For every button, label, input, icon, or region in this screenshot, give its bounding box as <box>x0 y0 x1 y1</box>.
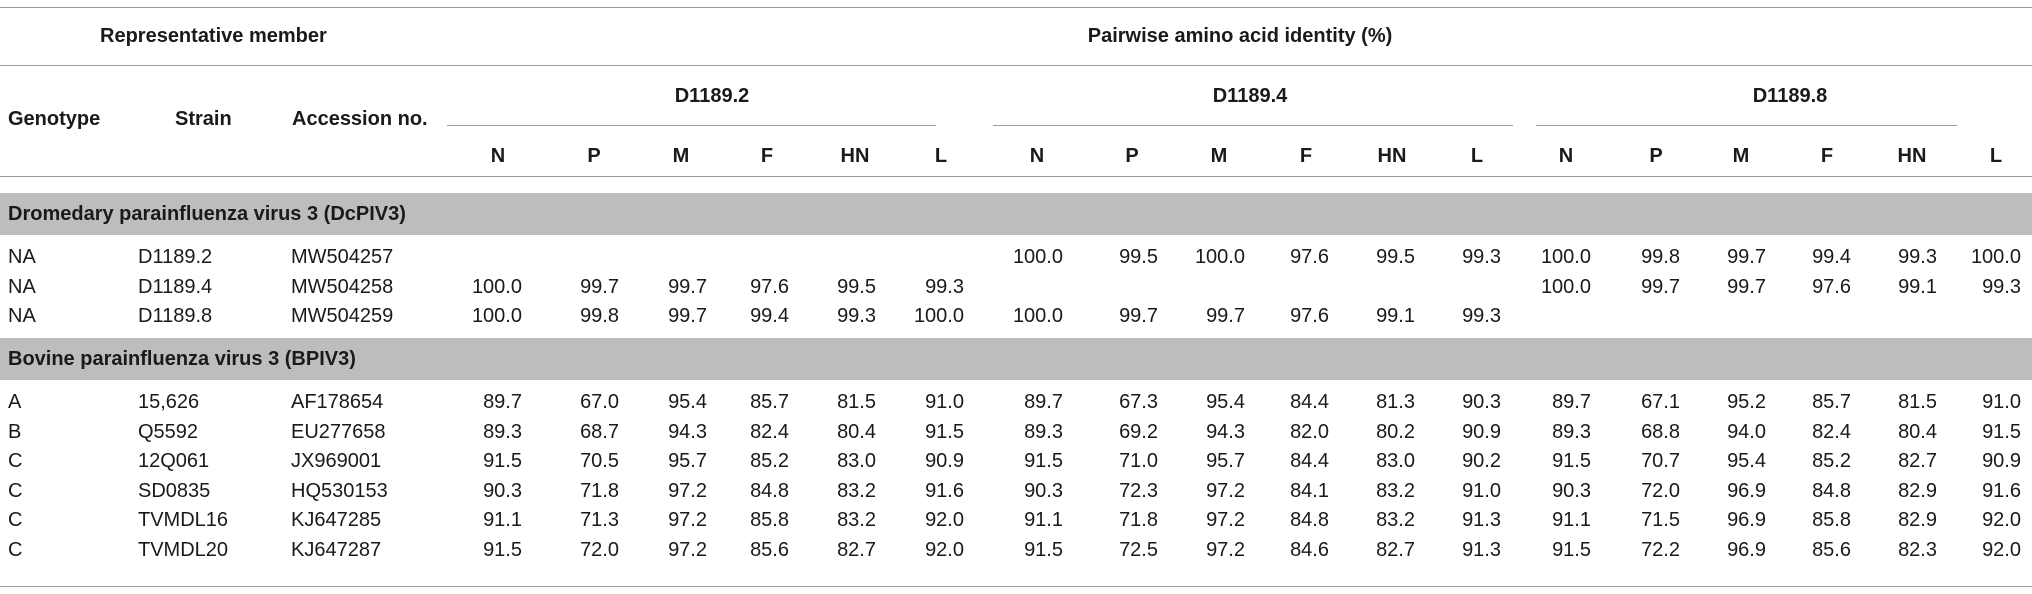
strain-cell: D1189.4 <box>138 276 213 298</box>
table-bottom-rule <box>0 586 2032 587</box>
identity-value: 91.5 <box>483 539 522 561</box>
group-rule-d1189-8 <box>1536 125 1957 126</box>
identity-value: 94.3 <box>1206 421 1245 443</box>
identity-value: 99.8 <box>580 305 619 327</box>
identity-value: 91.0 <box>1982 391 2021 413</box>
identity-value: 99.5 <box>1376 246 1415 268</box>
group-header-d1189-4: D1189.4 <box>1212 85 1288 107</box>
accession-cell: KJ647285 <box>291 509 382 531</box>
identity-value: 91.5 <box>1552 539 1591 561</box>
identity-value: 100.0 <box>1194 246 1245 268</box>
identity-value: 99.7 <box>580 276 619 298</box>
identity-value: 100.0 <box>1970 246 2021 268</box>
identity-value: 71.3 <box>580 509 619 531</box>
identity-value: 84.8 <box>750 480 789 502</box>
strain-cell: 12Q061 <box>138 450 210 472</box>
identity-value: 95.2 <box>1727 391 1766 413</box>
identity-value: 97.2 <box>1206 539 1245 561</box>
identity-value: 89.7 <box>1024 391 1063 413</box>
identity-value: 99.7 <box>1206 305 1245 327</box>
gene-header: M <box>1210 145 1228 167</box>
identity-value: 99.3 <box>1462 305 1501 327</box>
identity-value: 96.9 <box>1727 480 1766 502</box>
identity-value: 82.4 <box>750 421 789 443</box>
identity-value: 91.5 <box>1024 450 1063 472</box>
accession-cell: JX969001 <box>291 450 382 472</box>
identity-value: 97.2 <box>668 509 707 531</box>
identity-value: 100.0 <box>1012 305 1063 327</box>
genotype-cell: NA <box>8 305 36 327</box>
identity-value: 81.5 <box>1898 391 1937 413</box>
group-rule-d1189-2 <box>447 125 936 126</box>
identity-value: 85.6 <box>750 539 789 561</box>
strain-cell: Q5592 <box>138 421 199 443</box>
strain-cell: D1189.2 <box>138 246 213 268</box>
identity-value: 90.3 <box>1024 480 1063 502</box>
gene-header: HN <box>1377 145 1407 167</box>
identity-value: 91.1 <box>1552 509 1591 531</box>
identity-value: 95.4 <box>1206 391 1245 413</box>
strain-cell: 15,626 <box>138 391 200 413</box>
identity-value: 100.0 <box>471 276 522 298</box>
identity-value: 81.3 <box>1376 391 1415 413</box>
strain-header: Strain <box>175 108 232 130</box>
identity-value: 100.0 <box>1540 246 1591 268</box>
identity-value: 84.8 <box>1812 480 1851 502</box>
genotype-cell: NA <box>8 276 36 298</box>
identity-value: 72.2 <box>1641 539 1680 561</box>
accession-cell: MW504258 <box>291 276 394 298</box>
identity-value: 99.1 <box>1376 305 1415 327</box>
identity-value: 97.2 <box>1206 480 1245 502</box>
identity-value: 91.3 <box>1462 539 1501 561</box>
identity-value: 100.0 <box>1012 246 1063 268</box>
identity-value: 84.1 <box>1290 480 1329 502</box>
gene-header: N <box>1558 145 1574 167</box>
identity-value: 72.5 <box>1119 539 1158 561</box>
identity-value: 91.0 <box>925 391 964 413</box>
accession-cell: HQ530153 <box>291 480 388 502</box>
identity-value: 92.0 <box>1982 509 2021 531</box>
identity-value: 84.6 <box>1290 539 1329 561</box>
gene-header: F <box>1299 145 1313 167</box>
identity-value: 89.3 <box>483 421 522 443</box>
identity-value: 91.5 <box>1552 450 1591 472</box>
identity-value: 99.8 <box>1641 246 1680 268</box>
identity-value: 82.7 <box>1376 539 1415 561</box>
identity-value: 95.7 <box>668 450 707 472</box>
identity-value: 84.4 <box>1290 391 1329 413</box>
group-rule-d1189-4 <box>993 125 1513 126</box>
gene-header: P <box>587 145 601 167</box>
strain-cell: SD0835 <box>138 480 211 502</box>
identity-value: 92.0 <box>1982 539 2021 561</box>
identity-value: 99.4 <box>750 305 789 327</box>
identity-value: 83.0 <box>837 450 876 472</box>
identity-value: 71.5 <box>1641 509 1680 531</box>
identity-value: 83.2 <box>837 480 876 502</box>
identity-value: 91.6 <box>925 480 964 502</box>
identity-value: 68.7 <box>580 421 619 443</box>
identity-value: 99.7 <box>668 305 707 327</box>
identity-value: 91.0 <box>1462 480 1501 502</box>
gene-header: L <box>1470 145 1484 167</box>
accession-header: Accession no. <box>292 108 428 130</box>
genotype-cell: B <box>8 421 22 443</box>
identity-value: 97.2 <box>668 539 707 561</box>
identity-value: 97.6 <box>1290 305 1329 327</box>
gene-header: M <box>1732 145 1750 167</box>
identity-value: 90.2 <box>1462 450 1501 472</box>
identity-value: 94.0 <box>1727 421 1766 443</box>
identity-value: 99.7 <box>1727 246 1766 268</box>
identity-value: 90.9 <box>925 450 964 472</box>
identity-value: 99.3 <box>1898 246 1937 268</box>
identity-value: 90.9 <box>1462 421 1501 443</box>
column-header-rule <box>0 176 2032 177</box>
identity-value: 99.7 <box>668 276 707 298</box>
identity-value: 89.3 <box>1552 421 1591 443</box>
identity-value: 91.1 <box>1024 509 1063 531</box>
identity-value: 99.3 <box>1462 246 1501 268</box>
identity-value: 83.2 <box>1376 480 1415 502</box>
identity-value: 69.2 <box>1119 421 1158 443</box>
accession-cell: MW504259 <box>291 305 394 327</box>
identity-value: 99.7 <box>1727 276 1766 298</box>
identity-value: 82.9 <box>1898 509 1937 531</box>
identity-value: 80.2 <box>1376 421 1415 443</box>
identity-value: 85.6 <box>1812 539 1851 561</box>
identity-value: 95.7 <box>1206 450 1245 472</box>
identity-value: 83.0 <box>1376 450 1415 472</box>
identity-value: 67.3 <box>1119 391 1158 413</box>
identity-value: 90.3 <box>1552 480 1591 502</box>
identity-value: 82.4 <box>1812 421 1851 443</box>
strain-cell: TVMDL20 <box>138 539 229 561</box>
identity-value: 71.0 <box>1119 450 1158 472</box>
genotype-header: Genotype <box>8 108 101 130</box>
accession-cell: EU277658 <box>291 421 386 443</box>
gene-header: P <box>1125 145 1139 167</box>
identity-value: 97.6 <box>1812 276 1851 298</box>
identity-value: 99.5 <box>837 276 876 298</box>
identity-value: 84.4 <box>1290 450 1329 472</box>
pairwise-identity-header: Pairwise amino acid identity (%) <box>1087 25 1393 47</box>
group-header-d1189-2: D1189.2 <box>674 85 750 107</box>
identity-value: 90.9 <box>1982 450 2021 472</box>
identity-value: 82.0 <box>1290 421 1329 443</box>
identity-value: 90.3 <box>1462 391 1501 413</box>
identity-value: 100.0 <box>1540 276 1591 298</box>
identity-value: 99.3 <box>1982 276 2021 298</box>
identity-value: 94.3 <box>668 421 707 443</box>
identity-value: 72.0 <box>1641 480 1680 502</box>
identity-value: 89.3 <box>1024 421 1063 443</box>
identity-value: 83.2 <box>837 509 876 531</box>
genotype-cell: C <box>8 450 23 472</box>
gene-header: HN <box>1897 145 1927 167</box>
identity-value: 97.6 <box>750 276 789 298</box>
identity-value: 99.5 <box>1119 246 1158 268</box>
section-title: Dromedary parainfluenza virus 3 (DcPIV3) <box>8 203 406 225</box>
identity-value: 92.0 <box>925 539 964 561</box>
identity-value: 97.6 <box>1290 246 1329 268</box>
identity-value: 70.5 <box>580 450 619 472</box>
identity-value: 91.1 <box>483 509 522 531</box>
identity-value: 89.7 <box>483 391 522 413</box>
gene-header: M <box>672 145 690 167</box>
identity-value: 85.8 <box>750 509 789 531</box>
genotype-cell: NA <box>8 246 36 268</box>
identity-value: 82.7 <box>1898 450 1937 472</box>
identity-value: 99.4 <box>1812 246 1851 268</box>
identity-value: 91.3 <box>1462 509 1501 531</box>
identity-value: 91.5 <box>925 421 964 443</box>
accession-cell: AF178654 <box>291 391 384 413</box>
identity-value: 100.0 <box>913 305 964 327</box>
gene-header: N <box>1029 145 1045 167</box>
identity-value: 85.2 <box>1812 450 1851 472</box>
identity-value: 80.4 <box>837 421 876 443</box>
genotype-cell: C <box>8 539 23 561</box>
identity-value: 91.5 <box>1982 421 2021 443</box>
section-band <box>0 193 2032 235</box>
identity-value: 95.4 <box>668 391 707 413</box>
section-title: Bovine parainfluenza virus 3 (BPIV3) <box>8 348 356 370</box>
identity-value: 71.8 <box>580 480 619 502</box>
identity-value: 95.4 <box>1727 450 1766 472</box>
representative-member-header: Representative member <box>100 25 327 47</box>
identity-value: 97.2 <box>1206 509 1245 531</box>
identity-value: 85.7 <box>1812 391 1851 413</box>
identity-value: 91.6 <box>1982 480 2021 502</box>
identity-value: 100.0 <box>471 305 522 327</box>
identity-value: 68.8 <box>1641 421 1680 443</box>
gene-header: L <box>934 145 948 167</box>
gene-header: L <box>1989 145 2003 167</box>
identity-value: 92.0 <box>925 509 964 531</box>
identity-value: 81.5 <box>837 391 876 413</box>
table-top-rule <box>0 7 2032 8</box>
accession-cell: MW504257 <box>291 246 394 268</box>
identity-value: 70.7 <box>1641 450 1680 472</box>
identity-value: 90.3 <box>483 480 522 502</box>
identity-value: 85.7 <box>750 391 789 413</box>
group-header-d1189-8: D1189.8 <box>1752 85 1828 107</box>
identity-value: 85.8 <box>1812 509 1851 531</box>
genotype-cell: A <box>8 391 22 413</box>
identity-value: 85.2 <box>750 450 789 472</box>
identity-value: 67.0 <box>580 391 619 413</box>
identity-value: 96.9 <box>1727 509 1766 531</box>
strain-cell: TVMDL16 <box>138 509 229 531</box>
identity-value: 96.9 <box>1727 539 1766 561</box>
identity-value: 99.7 <box>1641 276 1680 298</box>
genotype-cell: C <box>8 480 23 502</box>
gene-header: F <box>1820 145 1834 167</box>
gene-header: N <box>490 145 506 167</box>
genotype-cell: C <box>8 509 23 531</box>
identity-value: 99.3 <box>925 276 964 298</box>
identity-value: 84.8 <box>1290 509 1329 531</box>
identity-value: 82.7 <box>837 539 876 561</box>
identity-value: 91.5 <box>483 450 522 472</box>
gene-header: HN <box>840 145 870 167</box>
identity-value: 72.0 <box>580 539 619 561</box>
identity-value: 99.3 <box>837 305 876 327</box>
identity-value: 82.9 <box>1898 480 1937 502</box>
identity-value: 67.1 <box>1641 391 1680 413</box>
identity-value: 97.2 <box>668 480 707 502</box>
identity-value: 80.4 <box>1898 421 1937 443</box>
strain-cell: D1189.8 <box>138 305 213 327</box>
identity-value: 99.1 <box>1898 276 1937 298</box>
identity-value: 82.3 <box>1898 539 1937 561</box>
accession-cell: KJ647287 <box>291 539 382 561</box>
identity-value: 89.7 <box>1552 391 1591 413</box>
gene-header: P <box>1649 145 1663 167</box>
identity-value: 83.2 <box>1376 509 1415 531</box>
gene-header: F <box>760 145 774 167</box>
identity-value: 99.7 <box>1119 305 1158 327</box>
section-band <box>0 338 2032 380</box>
identity-value: 91.5 <box>1024 539 1063 561</box>
header-rule <box>0 65 2032 66</box>
identity-value: 72.3 <box>1119 480 1158 502</box>
identity-value: 71.8 <box>1119 509 1158 531</box>
